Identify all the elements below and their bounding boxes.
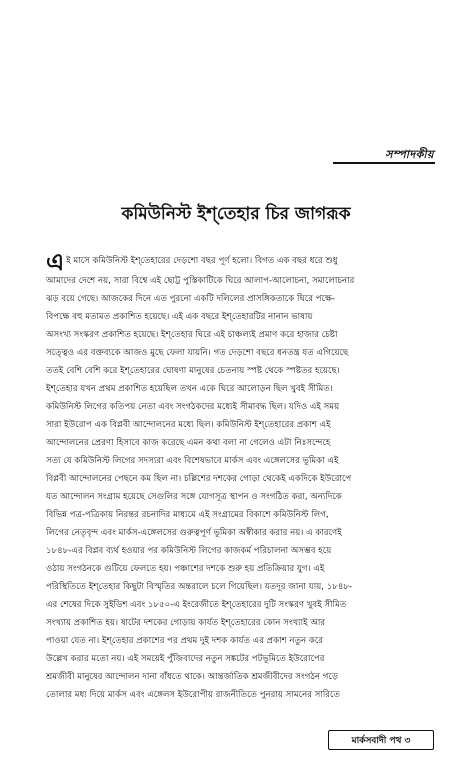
body-line bbox=[46, 650, 436, 668]
body-line-text: উল্লেখ করার মতো নয়। এই সময়েই পুঁজিবাদের নতুন সঙ্কটের পটভূমিতে ইউরোপের bbox=[46, 654, 325, 664]
body-line bbox=[46, 308, 436, 326]
body-line bbox=[46, 524, 436, 542]
footer-page-label: মার্কসবাদী পথ ৩ bbox=[328, 730, 434, 750]
body-line-text: ওঠায় সংগঠনকে গুটিয়ে ফেলতে হয়। পঞ্চাশের দশকে শুরু হয় প্রতিক্রিয়ার যুগ। এই bbox=[46, 564, 325, 574]
body-line bbox=[46, 578, 436, 596]
body-line-text: পাওয়া যেত না। ইশ্‌তেহার প্রকাশের পর প্রথম দুই দশক কার্যত এর প্রকাশ নতুন করে bbox=[46, 636, 324, 646]
body-line bbox=[46, 290, 436, 308]
body-line-text: আন্দোলনের প্রেরণা হিসাবে কাজ করেছে এমন কথা বলা না গেলেও এটা নিঃসন্দেহে bbox=[46, 438, 331, 448]
body-line-text: বিপক্ষে বহু মতামত প্রকাশিত হয়েছে। এই এক বছরে ইশ্‌তেহারটির নানান ভাষায় bbox=[46, 312, 313, 322]
section-label: সম্পাদকীয় bbox=[385, 148, 434, 161]
body-line-text: ইশ্‌তেহার যখন প্রথম প্রকাশিত হয়েছিল তখন একে ঘিরে আলোড়ন ছিল খুবই সীমিত। bbox=[46, 384, 333, 394]
body-line-text: এর শেষের দিকে সুইডিশ এবং ১৮৫০-এ ইংরেজীতে ইশ্‌তেহারের দুটি সংস্করণ খুবই সীমিত bbox=[46, 600, 347, 610]
body-line bbox=[46, 470, 436, 488]
body-line bbox=[46, 452, 436, 470]
body-line bbox=[46, 632, 436, 650]
body-line-text: সত্ত্বেও এর বক্তব্যকে আজও মুছে ফেলা যায়নি। গত দেড়শো বছরে ধনতন্ত্র যত এগিয়েছে bbox=[46, 348, 349, 358]
body-line-text: আমাদের দেশে নয়, সারা বিশ্বে এই ছোট্ট পুস্তিকাটিকে ঘিরে আলাপ-আলোচনা, সমালোচনার bbox=[46, 276, 355, 286]
body-line bbox=[46, 596, 436, 614]
drop-cap: এ bbox=[46, 252, 65, 272]
body-line bbox=[46, 326, 436, 344]
body-line bbox=[46, 542, 436, 560]
body-line bbox=[46, 434, 436, 452]
body-line bbox=[46, 506, 436, 524]
body-line-text: সারা ইউরোপ এক বিপ্লবী আন্দোলনের মধ্যে ছিল। কমিউনিস্ট ইশ্‌তেহারের প্রকাশ এই bbox=[46, 420, 331, 430]
body-line-text: ১৮৪৮-এর বিপ্লব ব্যর্থ হওয়ার পর কমিউনিস্ট লিগের কাজকর্ম পরিচালনা অসম্ভব হয়ে bbox=[46, 546, 332, 556]
body-line-text: ঝড় বয়ে গেছে। আজকের দিনে এত পুরনো একটি দলিলের প্রাসঙ্গিকতাকে ঘিরে পক্ষে- bbox=[46, 294, 336, 304]
body-line-text: যত আন্দোলন সংগ্রাম হয়েছে সেগুলির সঙ্গে যোগসূত্র স্থাপন ও সংগঠিত করা, অন্যদিকে bbox=[46, 492, 342, 502]
body-line-text: শ্রমজীবী মানুষের আন্দোলন দানা বাঁধতে থাকে। আন্তর্জাতিক শ্রমজীবীদের সংগঠন গড়ে bbox=[46, 672, 339, 682]
article-body bbox=[46, 252, 436, 704]
body-line bbox=[46, 272, 436, 290]
body-line-text: লিগের নেতৃবৃন্দ এবং মার্কস-এঙ্গেলসের গুরুত্বপূর্ণ ভূমিকা অস্বীকার করার নয়। এ কারণেই bbox=[46, 528, 342, 538]
body-line bbox=[46, 668, 436, 686]
body-line-text: অসংখ্য সংস্করণ প্রকাশিত হয়েছে। ইশ্‌তেহার ঘিরে এই চাঞ্চল্যই প্রমাণ করে হাজার চেষ্টা bbox=[46, 330, 338, 340]
body-line bbox=[46, 686, 436, 704]
body-line bbox=[46, 380, 436, 398]
body-line bbox=[46, 252, 436, 272]
body-line-text: কমিউনিস্ট লিগের কতিপয় নেতা এবং সংগঠকদের মধ্যেই সীমাবদ্ধ ছিল। যদিও এই সময় bbox=[46, 402, 340, 412]
body-line-text: পরিস্থিতিতে ইশ্‌তেহার কিছুটা বিস্মৃতির অন্তরালে চলে গিয়েছিল। যতদূর জানা যায়, ১৮৪৮- bbox=[46, 582, 353, 592]
body-line-text: তোলার মধ্য দিয়ে মার্কস এবং এঙ্গেলস ইউরোপীয় রাজনীতিতে পুনরায় সামনের সারিতে bbox=[46, 690, 340, 700]
body-line bbox=[46, 344, 436, 362]
body-line bbox=[46, 488, 436, 506]
article-title: কমিউনিস্ট ইশ্‌তেহার চির জাগরূক bbox=[121, 204, 351, 224]
body-line bbox=[46, 362, 436, 380]
body-line-text: সংখ্যায় প্রকাশিত হয়। ষাটের দশকের গোড়ায় কার্যত ইশ্‌তেহারের কোন সংখ্যাই আর bbox=[46, 618, 326, 628]
body-line bbox=[46, 614, 436, 632]
body-line-text: সত্য যে কমিউনিস্ট লিগের সদস্যরা এবং বিশেষভাবে মার্কস এবং এঙ্গেলসের ভূমিকা এই bbox=[46, 456, 339, 466]
section-divider bbox=[333, 162, 435, 164]
body-line-text: ততই বেশি বেশি করে ইশ্‌তেহারের ঘোষণা মানুষের চেতনায় স্পষ্ট থেকে স্পষ্টতর হয়েছে। bbox=[46, 366, 340, 376]
body-line bbox=[46, 398, 436, 416]
body-line-text: ই মাসে কমিউনিস্ট ইশ্‌তেহারের দেড়শো বছর পূর্ণ হলো। বিগত এক বছর ধরে শুধু bbox=[66, 256, 338, 266]
body-line-text: বিভিন্ন পত্র-পত্রিকায় নিরন্তর রচনাদির মাধ্যমে এই সংগ্রামের বিকাশে কমিউনিস্ট লিগ, bbox=[46, 510, 329, 520]
body-line bbox=[46, 560, 436, 578]
body-line bbox=[46, 416, 436, 434]
body-line-text: বিপ্লবী আন্দোলনের পেছনে কম ছিল না। চল্লিশের দশকের গোড়া থেকেই একদিকে ইউরোপে bbox=[46, 474, 352, 484]
